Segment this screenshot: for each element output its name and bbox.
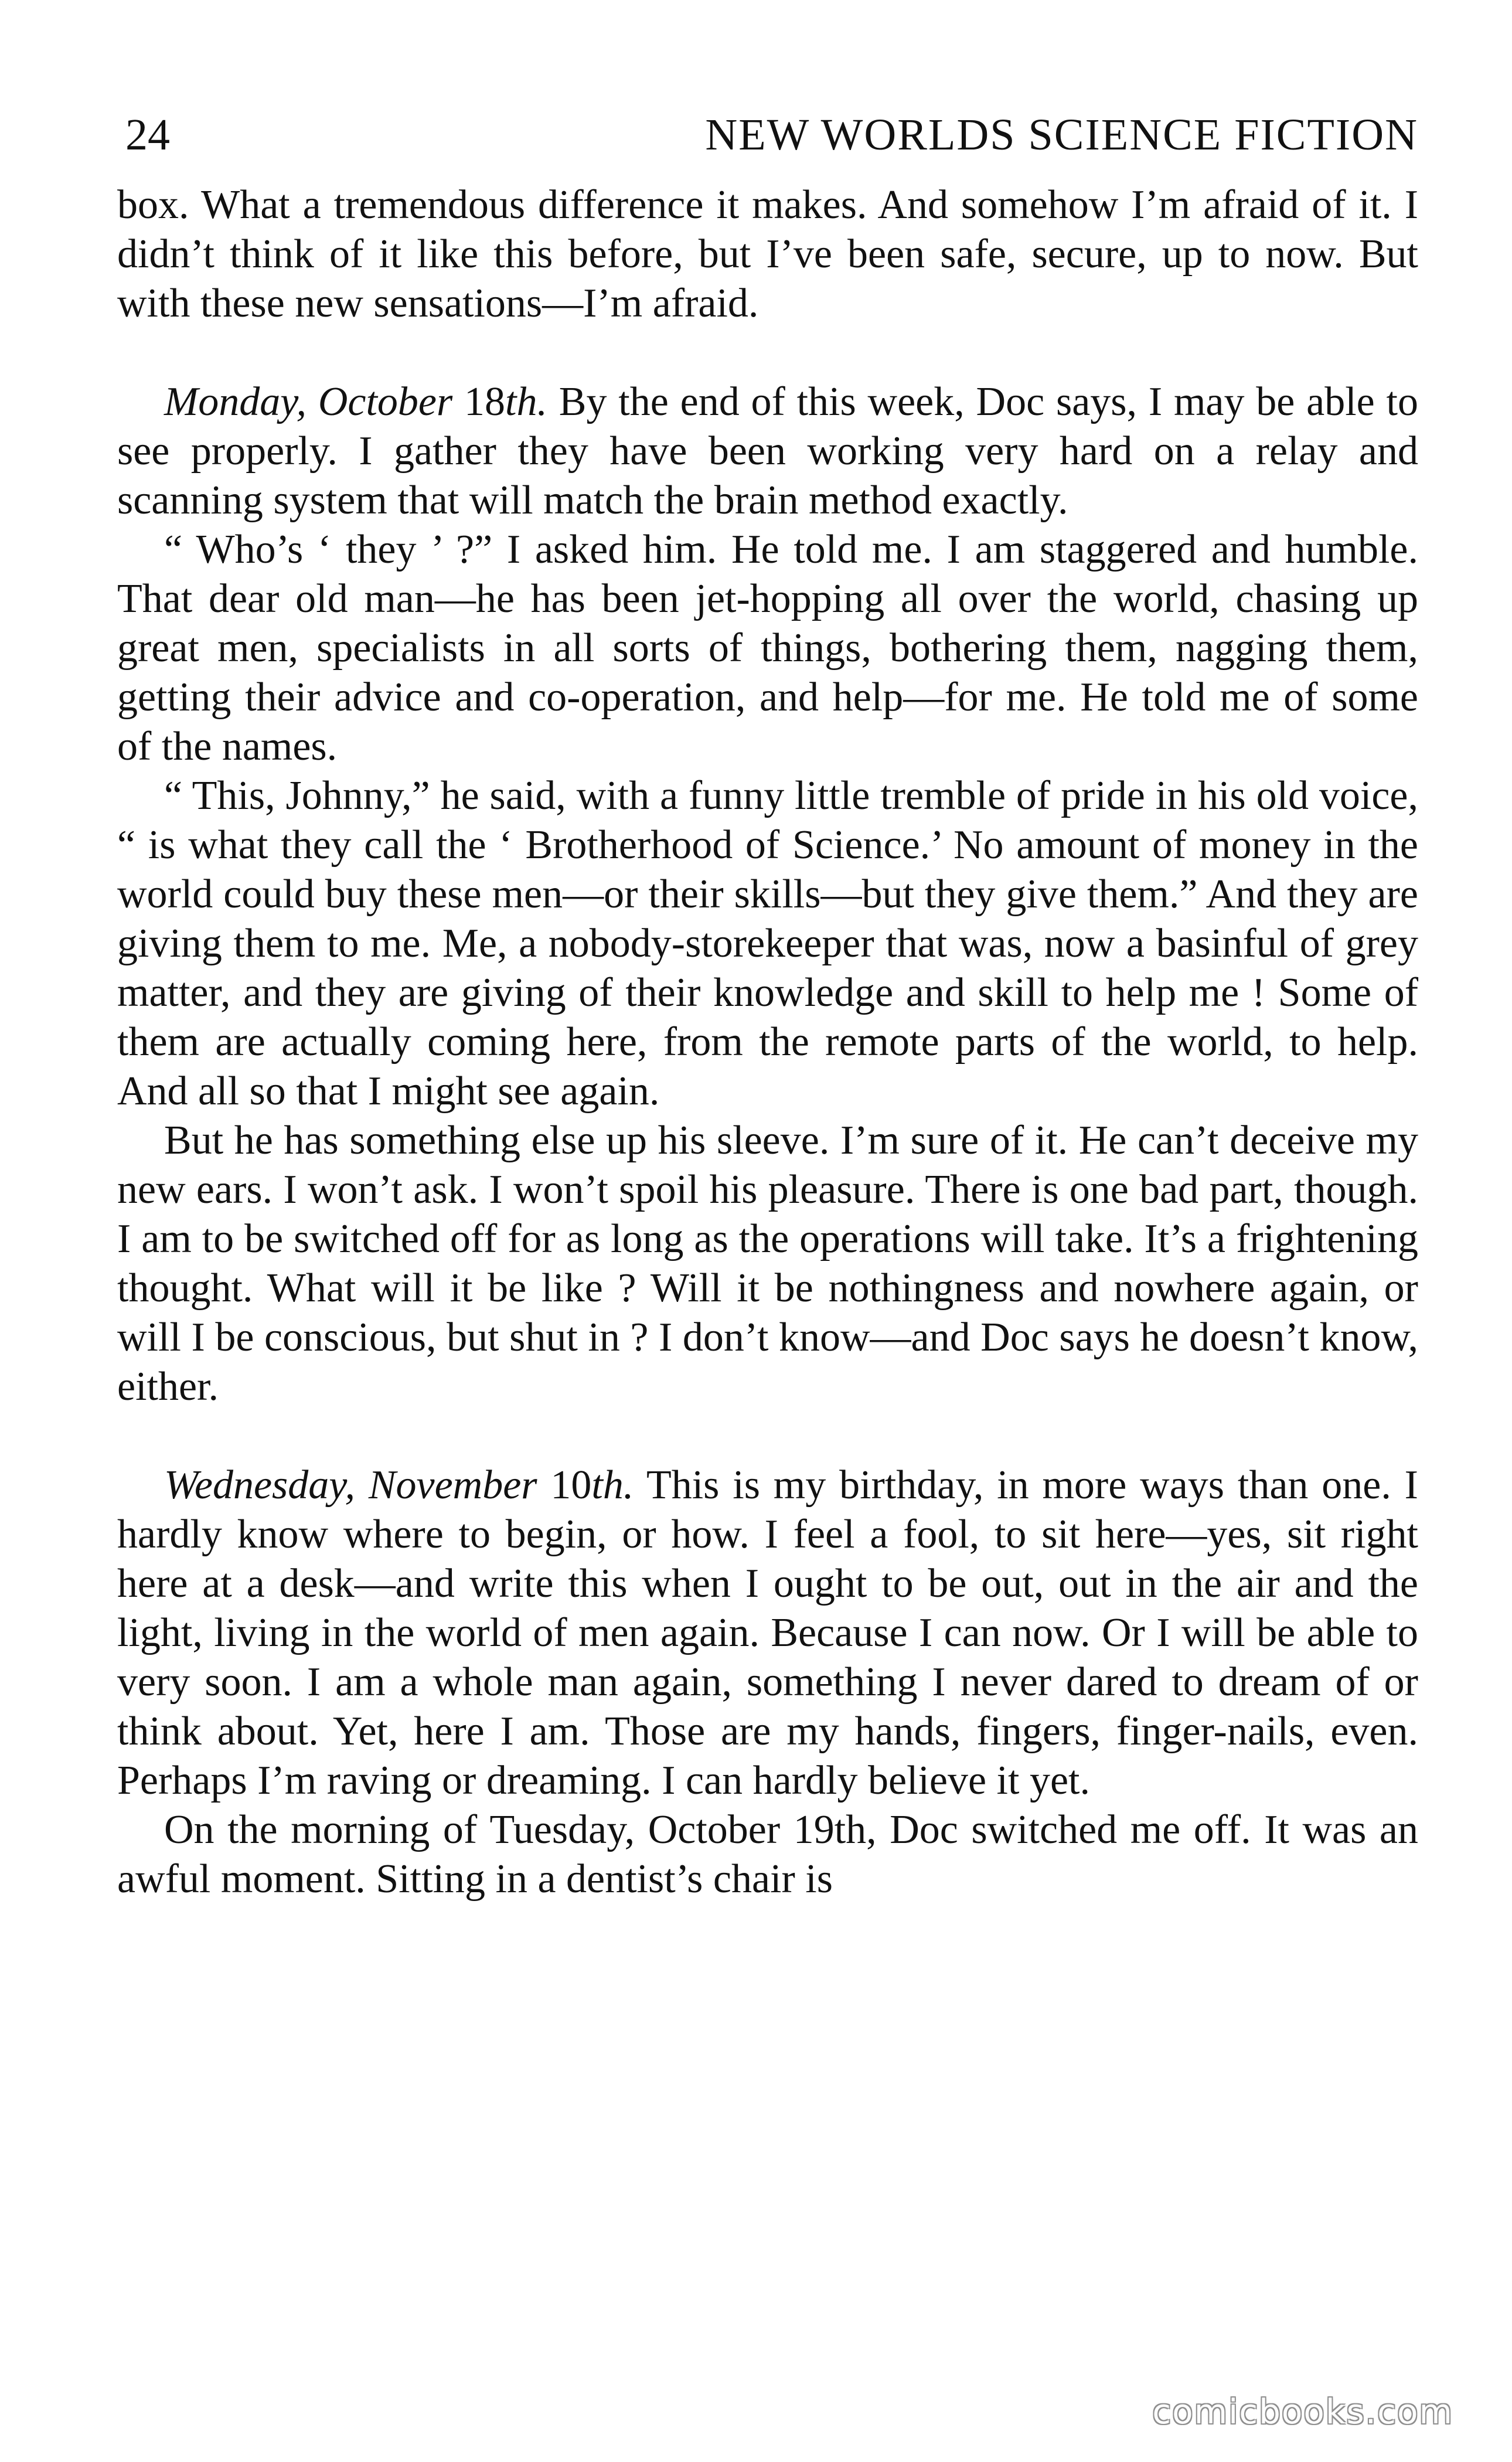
paragraph-text: This is my birthday, in more ways than one. I hardly know where to begin, or how. I feel a fool, to sit here—yes, sit right here at a desk—and write this when I ought to be out, out in the air and the light, living in the world of men again. Because I can now. Or I will be able to very soon. I am a whole man again, something I never dared to dream of or think about. Yet, here I am. Those are my hands, fingers, finger-nails, even. Perhaps I’m raving or dreaming. I can hardly believe it yet. — [117, 1463, 1418, 1803]
paragraph-continued: box. What a tremendous difference it makes. And somehow I’m afraid of it. I didn’t think of it like this before, but I’ve been safe, secure, up to now. But with these new sensations—I’m afraid. — [117, 182, 1418, 326]
story-text — [117, 181, 1418, 1904]
entry-date-monday-num: 18 — [464, 379, 506, 424]
magazine-title: NEW WORLDS SCIENCE FICTION — [705, 110, 1418, 159]
entry-date-wednesday-suffix: th. — [591, 1463, 634, 1508]
watermark-logo: comicbooks.com — [1152, 2392, 1453, 2432]
entry-date-monday-suffix: th. — [505, 379, 547, 424]
diary-entry-monday — [117, 378, 1418, 525]
paragraph: On the morning of Tuesday, October 19th, Doc switched me off. It was an awful moment. Sitting in a dentist’s chair is — [117, 1807, 1418, 1902]
page-number: 24 — [125, 110, 170, 159]
paragraph: “ Who’s ‘ they ’ ?” I asked him. He told me. I am staggered and humble. That dear old man—he has been jet-hopping all over the world, chasing up great men, specialists in all sorts of things, bothering them, nagging them, getting their advice and co-operation, and help—for me. He told me of some of the names. — [117, 527, 1418, 769]
entry-date-monday-day: Monday, October — [164, 379, 453, 424]
paragraph-text: By the end of this week, Doc says, I may be able to see properly. I gather they have been working very hard on a relay and scanning system that will match the brain method exactly. — [117, 379, 1419, 523]
paragraph: “ This, Johnny,” he said, with a funny little tremble of pride in his old voice, “ is what they call the ‘ Brotherhood of Science.’ No amount of money in the world could buy these men—or their skills—but they give them.” And they are giving them to me. Me, a nobody-storekeeper that was, now a basinful of grey matter, and they are giving of their knowledge and skill to help me ! Some of them are actually coming here, from the remote parts of the world, to help. And all so that I might see again. — [117, 773, 1418, 1114]
diary-entry-wednesday — [117, 1461, 1418, 1805]
entry-date-wednesday-num: 10 — [550, 1463, 592, 1508]
entry-date-monday — [164, 379, 547, 424]
entry-date-wednesday — [164, 1463, 634, 1508]
paragraph: But he has something else up his sleeve. I’m sure of it. He can’t deceive my new ears. I won’t ask. I won’t spoil his pleasure. There is one bad part, though. I am to be switched off for as long as the operations will take. It’s a frightening thought. What will it be like ? Will it be nothingness and nowhere again, or will I be conscious, but shut in ? I don’t know—and Doc says he doesn’t know, either. — [117, 1118, 1418, 1409]
entry-date-wednesday-day: Wednesday, November — [164, 1463, 537, 1508]
running-head — [117, 100, 1418, 170]
book-page — [117, 100, 1418, 1904]
